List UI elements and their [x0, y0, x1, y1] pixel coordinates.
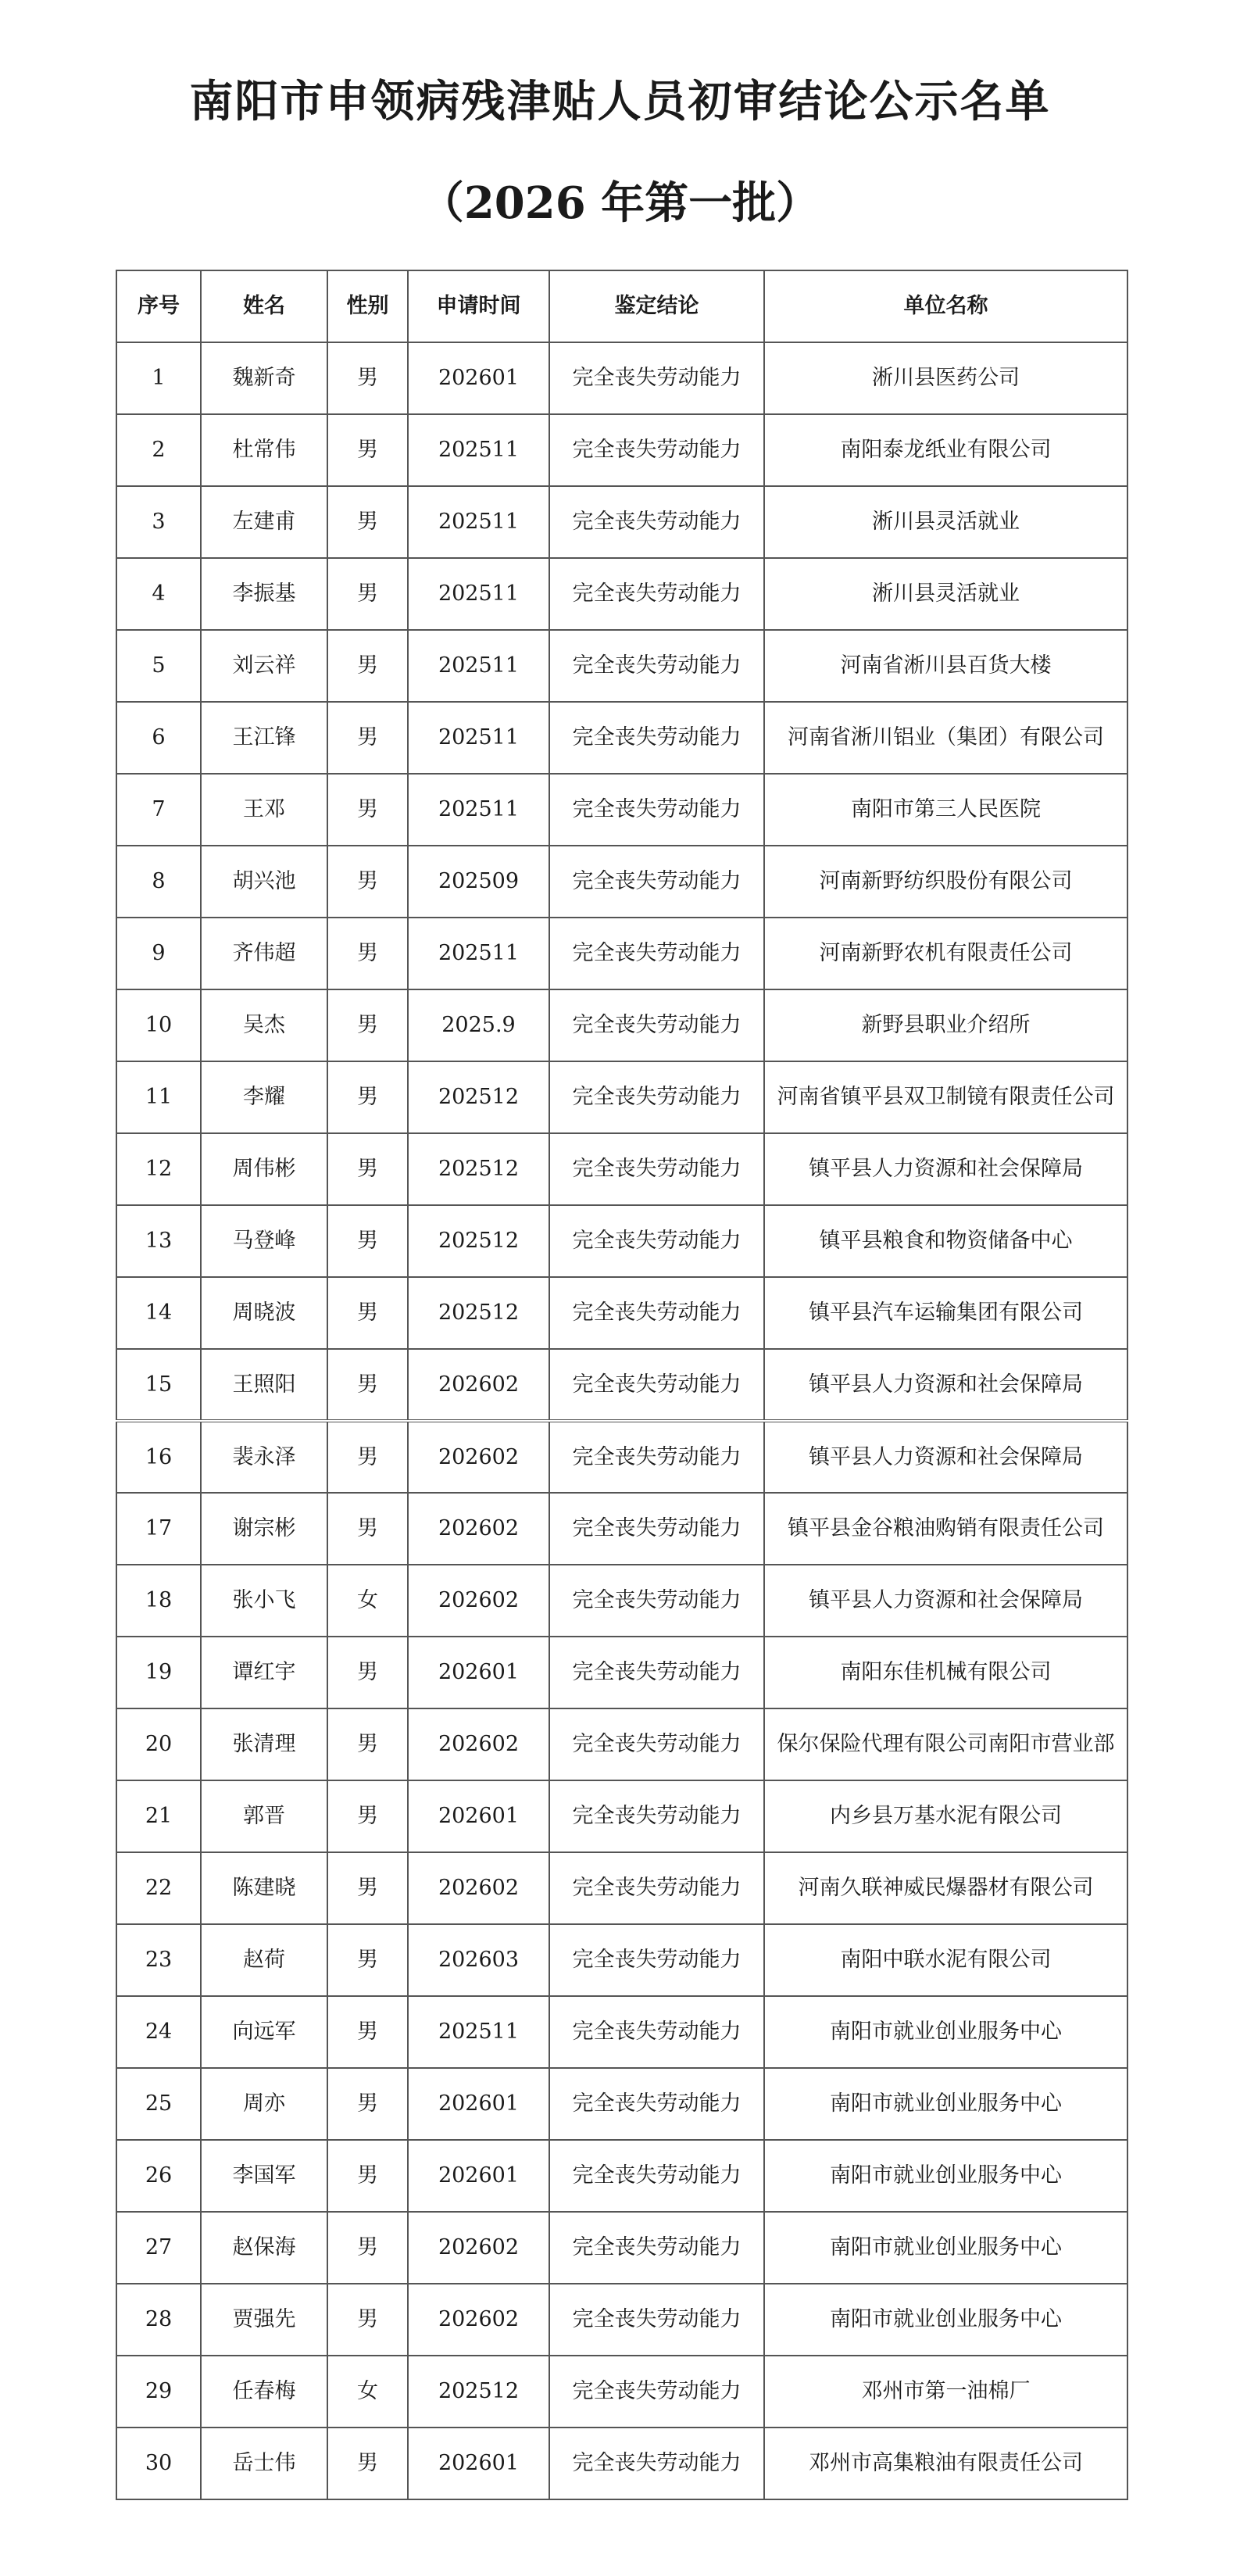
table-row [116, 1349, 1127, 1421]
cell-index: 11 [116, 1061, 201, 1133]
cell-conclusion: 完全丧失劳动能力 [549, 1565, 764, 1637]
cell-gender: 男 [327, 486, 408, 558]
table-row [116, 846, 1127, 918]
cell-gender: 男 [327, 918, 408, 989]
cell-name: 郭晋 [201, 1780, 327, 1852]
cell-gender: 男 [327, 1780, 408, 1852]
cell-conclusion: 完全丧失劳动能力 [549, 1637, 764, 1708]
cell-employer: 淅川县灵活就业 [764, 558, 1127, 630]
cell-conclusion: 完全丧失劳动能力 [549, 1924, 764, 1996]
cell-name: 胡兴池 [201, 846, 327, 918]
table-row [116, 342, 1127, 414]
cell-conclusion: 完全丧失劳动能力 [549, 2284, 764, 2356]
cell-apply-time: 202512 [408, 1205, 549, 1277]
cell-index: 6 [116, 702, 201, 774]
cell-gender: 男 [327, 1421, 408, 1493]
table-row [116, 2068, 1127, 2140]
cell-conclusion: 完全丧失劳动能力 [549, 1996, 764, 2068]
cell-name: 周伟彬 [201, 1133, 327, 1205]
cell-gender: 男 [327, 414, 408, 486]
table-row [116, 1708, 1127, 1780]
table-row [116, 989, 1127, 1061]
cell-apply-time: 202511 [408, 630, 549, 702]
cell-name: 王邓 [201, 774, 327, 846]
cell-index: 21 [116, 1780, 201, 1852]
table-row [116, 2212, 1127, 2284]
cell-conclusion: 完全丧失劳动能力 [549, 1780, 764, 1852]
cell-conclusion: 完全丧失劳动能力 [549, 630, 764, 702]
cell-gender: 男 [327, 1637, 408, 1708]
header-employer: 单位名称 [764, 270, 1127, 342]
cell-name: 贾强先 [201, 2284, 327, 2356]
cell-index: 1 [116, 342, 201, 414]
header-conclusion: 鉴定结论 [549, 270, 764, 342]
cell-apply-time: 202602 [408, 1852, 549, 1924]
cell-apply-time: 202601 [408, 1780, 549, 1852]
cell-conclusion: 完全丧失劳动能力 [549, 342, 764, 414]
cell-index: 2 [116, 414, 201, 486]
cell-gender: 男 [327, 1133, 408, 1205]
table-row [116, 2140, 1127, 2212]
header-apply-time: 申请时间 [408, 270, 549, 342]
cell-apply-time: 202511 [408, 558, 549, 630]
cell-index: 16 [116, 1421, 201, 1493]
cell-gender: 男 [327, 2428, 408, 2499]
table-row [116, 486, 1127, 558]
cell-employer: 南阳市就业创业服务中心 [764, 2140, 1127, 2212]
table-row [116, 774, 1127, 846]
cell-gender: 男 [327, 1996, 408, 2068]
cell-name: 吴杰 [201, 989, 327, 1061]
cell-employer: 内乡县万基水泥有限公司 [764, 1780, 1127, 1852]
cell-apply-time: 202601 [408, 2068, 549, 2140]
cell-employer: 保尔保险代理有限公司南阳市营业部 [764, 1708, 1127, 1780]
cell-employer: 河南省镇平县双卫制镜有限责任公司 [764, 1061, 1127, 1133]
cell-gender: 男 [327, 1493, 408, 1565]
cell-apply-time: 202511 [408, 414, 549, 486]
cell-name: 刘云祥 [201, 630, 327, 702]
cell-gender: 男 [327, 1205, 408, 1277]
cell-conclusion: 完全丧失劳动能力 [549, 2212, 764, 2284]
cell-employer: 河南省淅川县百货大楼 [764, 630, 1127, 702]
cell-conclusion: 完全丧失劳动能力 [549, 846, 764, 918]
cell-conclusion: 完全丧失劳动能力 [549, 2140, 764, 2212]
cell-conclusion: 完全丧失劳动能力 [549, 2068, 764, 2140]
cell-name: 李振基 [201, 558, 327, 630]
table-row [116, 558, 1127, 630]
cell-name: 向远军 [201, 1996, 327, 2068]
cell-index: 5 [116, 630, 201, 702]
cell-gender: 男 [327, 989, 408, 1061]
cell-index: 4 [116, 558, 201, 630]
cell-apply-time: 202602 [408, 1349, 549, 1421]
cell-employer: 镇平县人力资源和社会保障局 [764, 1133, 1127, 1205]
cell-gender: 女 [327, 2356, 408, 2428]
cell-name: 任春梅 [201, 2356, 327, 2428]
cell-apply-time: 202602 [408, 1565, 549, 1637]
cell-gender: 男 [327, 774, 408, 846]
cell-apply-time: 202509 [408, 846, 549, 918]
table-row [116, 414, 1127, 486]
table-row [116, 918, 1127, 989]
cell-conclusion: 完全丧失劳动能力 [549, 1277, 764, 1349]
cell-name: 岳士伟 [201, 2428, 327, 2499]
cell-name: 裴永泽 [201, 1421, 327, 1493]
cell-name: 周亦 [201, 2068, 327, 2140]
cell-name: 马登峰 [201, 1205, 327, 1277]
cell-employer: 河南久联神威民爆器材有限公司 [764, 1852, 1127, 1924]
cell-apply-time: 202602 [408, 2284, 549, 2356]
cell-name: 魏新奇 [201, 342, 327, 414]
cell-name: 王照阳 [201, 1349, 327, 1421]
cell-apply-time: 202511 [408, 486, 549, 558]
cell-name: 赵荷 [201, 1924, 327, 1996]
cell-conclusion: 完全丧失劳动能力 [549, 1421, 764, 1493]
table-row [116, 1133, 1127, 1205]
table-row [116, 2428, 1127, 2499]
cell-gender: 男 [327, 1349, 408, 1421]
cell-employer: 河南新野农机有限责任公司 [764, 918, 1127, 989]
cell-name: 张小飞 [201, 1565, 327, 1637]
cell-apply-time: 202601 [408, 1637, 549, 1708]
cell-name: 齐伟超 [201, 918, 327, 989]
cell-apply-time: 202601 [408, 2428, 549, 2499]
cell-apply-time: 202512 [408, 1133, 549, 1205]
table-row [116, 1996, 1127, 2068]
cell-employer: 镇平县人力资源和社会保障局 [764, 1565, 1127, 1637]
cell-apply-time: 202603 [408, 1924, 549, 1996]
cell-gender: 男 [327, 702, 408, 774]
cell-employer: 南阳市就业创业服务中心 [764, 2212, 1127, 2284]
cell-index: 17 [116, 1493, 201, 1565]
cell-name: 周晓波 [201, 1277, 327, 1349]
cell-employer: 河南省淅川铝业（集团）有限公司 [764, 702, 1127, 774]
cell-employer: 南阳东佳机械有限公司 [764, 1637, 1127, 1708]
cell-employer: 镇平县金谷粮油购销有限责任公司 [764, 1493, 1127, 1565]
cell-name: 张清理 [201, 1708, 327, 1780]
cell-conclusion: 完全丧失劳动能力 [549, 486, 764, 558]
cell-name: 李国军 [201, 2140, 327, 2212]
cell-index: 23 [116, 1924, 201, 1996]
cell-index: 22 [116, 1852, 201, 1924]
cell-conclusion: 完全丧失劳动能力 [549, 918, 764, 989]
cell-index: 30 [116, 2428, 201, 2499]
table-row [116, 1780, 1127, 1852]
cell-gender: 男 [327, 1852, 408, 1924]
cell-employer: 镇平县人力资源和社会保障局 [764, 1421, 1127, 1493]
cell-gender: 男 [327, 846, 408, 918]
cell-conclusion: 完全丧失劳动能力 [549, 774, 764, 846]
cell-name: 谢宗彬 [201, 1493, 327, 1565]
cell-conclusion: 完全丧失劳动能力 [549, 1708, 764, 1780]
header-index: 序号 [116, 270, 201, 342]
cell-conclusion: 完全丧失劳动能力 [549, 1349, 764, 1421]
cell-conclusion: 完全丧失劳动能力 [549, 989, 764, 1061]
cell-gender: 男 [327, 1277, 408, 1349]
cell-name: 左建甫 [201, 486, 327, 558]
cell-conclusion: 完全丧失劳动能力 [549, 414, 764, 486]
cell-index: 10 [116, 989, 201, 1061]
cell-apply-time: 202512 [408, 1277, 549, 1349]
table-row [116, 2356, 1127, 2428]
cell-name: 王江锋 [201, 702, 327, 774]
cell-apply-time: 2025.9 [408, 989, 549, 1061]
cell-apply-time: 202602 [408, 1493, 549, 1565]
cell-employer: 南阳市第三人民医院 [764, 774, 1127, 846]
table-row [116, 1421, 1127, 1493]
table-row [116, 1205, 1127, 1277]
table-row [116, 1277, 1127, 1349]
cell-conclusion: 完全丧失劳动能力 [549, 1061, 764, 1133]
table-row [116, 702, 1127, 774]
table-row [116, 1852, 1127, 1924]
table-container [116, 270, 1127, 2500]
cell-index: 27 [116, 2212, 201, 2284]
cell-apply-time: 202511 [408, 918, 549, 989]
cell-employer: 邓州市高集粮油有限责任公司 [764, 2428, 1127, 2499]
roster-table [116, 270, 1128, 2500]
cell-employer: 邓州市第一油棉厂 [764, 2356, 1127, 2428]
cell-index: 26 [116, 2140, 201, 2212]
cell-gender: 男 [327, 1924, 408, 1996]
cell-index: 24 [116, 1996, 201, 2068]
cell-gender: 男 [327, 2068, 408, 2140]
cell-employer: 南阳中联水泥有限公司 [764, 1924, 1127, 1996]
cell-employer: 镇平县人力资源和社会保障局 [764, 1349, 1127, 1421]
cell-conclusion: 完全丧失劳动能力 [549, 2428, 764, 2499]
cell-apply-time: 202602 [408, 1708, 549, 1780]
cell-gender: 男 [327, 1061, 408, 1133]
cell-gender: 男 [327, 2212, 408, 2284]
cell-conclusion: 完全丧失劳动能力 [549, 2356, 764, 2428]
table-row [116, 1637, 1127, 1708]
cell-index: 25 [116, 2068, 201, 2140]
cell-index: 13 [116, 1205, 201, 1277]
header-name: 姓名 [201, 270, 327, 342]
cell-employer: 河南新野纺织股份有限公司 [764, 846, 1127, 918]
cell-index: 20 [116, 1708, 201, 1780]
cell-index: 29 [116, 2356, 201, 2428]
table-row [116, 630, 1127, 702]
cell-employer: 新野县职业介绍所 [764, 989, 1127, 1061]
cell-conclusion: 完全丧失劳动能力 [549, 1133, 764, 1205]
cell-apply-time: 202602 [408, 1421, 549, 1493]
cell-name: 陈建晓 [201, 1852, 327, 1924]
table-header-row [116, 270, 1127, 342]
table-row [116, 1493, 1127, 1565]
cell-name: 谭红宇 [201, 1637, 327, 1708]
cell-index: 14 [116, 1277, 201, 1349]
page-subtitle: （2026 年第一批） [420, 177, 820, 229]
table-row [116, 2284, 1127, 2356]
cell-conclusion: 完全丧失劳动能力 [549, 1205, 764, 1277]
cell-gender: 男 [327, 342, 408, 414]
table-body [116, 342, 1127, 2499]
cell-employer: 镇平县粮食和物资储备中心 [764, 1205, 1127, 1277]
cell-index: 18 [116, 1565, 201, 1637]
cell-gender: 男 [327, 558, 408, 630]
table-row [116, 1924, 1127, 1996]
cell-gender: 男 [327, 2140, 408, 2212]
cell-employer: 南阳市就业创业服务中心 [764, 2068, 1127, 2140]
cell-name: 赵保海 [201, 2212, 327, 2284]
cell-index: 19 [116, 1637, 201, 1708]
cell-index: 7 [116, 774, 201, 846]
cell-gender: 男 [327, 2284, 408, 2356]
header-gender: 性别 [327, 270, 408, 342]
cell-apply-time: 202511 [408, 774, 549, 846]
page-title: 南阳市申领病残津贴人员初审结论公示名单 [189, 76, 1051, 127]
cell-index: 3 [116, 486, 201, 558]
cell-employer: 淅川县灵活就业 [764, 486, 1127, 558]
cell-employer: 镇平县汽车运输集团有限公司 [764, 1277, 1127, 1349]
cell-gender: 女 [327, 1565, 408, 1637]
cell-index: 15 [116, 1349, 201, 1421]
cell-index: 8 [116, 846, 201, 918]
cell-apply-time: 202512 [408, 2356, 549, 2428]
cell-index: 12 [116, 1133, 201, 1205]
table-row [116, 1061, 1127, 1133]
cell-name: 杜常伟 [201, 414, 327, 486]
cell-conclusion: 完全丧失劳动能力 [549, 558, 764, 630]
table-row [116, 1565, 1127, 1637]
cell-gender: 男 [327, 1708, 408, 1780]
cell-employer: 淅川县医药公司 [764, 342, 1127, 414]
cell-gender: 男 [327, 630, 408, 702]
cell-index: 9 [116, 918, 201, 989]
cell-apply-time: 202601 [408, 2140, 549, 2212]
cell-conclusion: 完全丧失劳动能力 [549, 1852, 764, 1924]
cell-apply-time: 202601 [408, 342, 549, 414]
cell-employer: 南阳市就业创业服务中心 [764, 2284, 1127, 2356]
cell-name: 李耀 [201, 1061, 327, 1133]
cell-apply-time: 202602 [408, 2212, 549, 2284]
cell-apply-time: 202512 [408, 1061, 549, 1133]
cell-employer: 南阳泰龙纸业有限公司 [764, 414, 1127, 486]
cell-employer: 南阳市就业创业服务中心 [764, 1996, 1127, 2068]
cell-apply-time: 202511 [408, 1996, 549, 2068]
cell-apply-time: 202511 [408, 702, 549, 774]
cell-conclusion: 完全丧失劳动能力 [549, 702, 764, 774]
cell-index: 28 [116, 2284, 201, 2356]
cell-conclusion: 完全丧失劳动能力 [549, 1493, 764, 1565]
